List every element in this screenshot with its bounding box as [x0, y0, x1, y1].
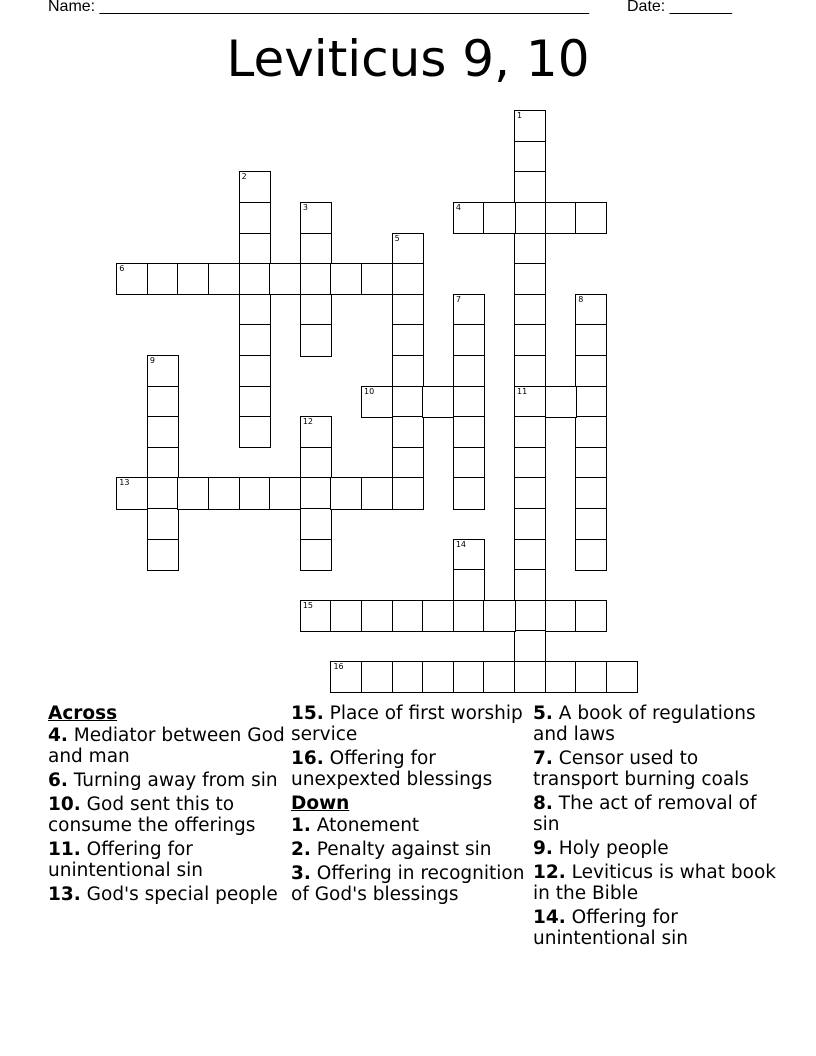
grid-cell[interactable] [453, 294, 485, 326]
clue-text: Mediator between God and man [48, 725, 285, 767]
grid-cell[interactable] [514, 416, 546, 448]
clue-item [48, 770, 288, 791]
clue-number: 3 [302, 203, 308, 213]
grid-cell[interactable] [392, 477, 424, 509]
grid-cell[interactable] [575, 508, 607, 540]
grid-cell[interactable] [575, 324, 607, 356]
clue-number: 1 [517, 111, 523, 121]
grid-cell[interactable] [147, 508, 179, 540]
clue-number: 8. [533, 793, 553, 814]
clue-item [291, 839, 531, 860]
grid-cell[interactable] [239, 171, 271, 203]
clue-text: Offering for unintentional sin [48, 839, 203, 881]
clue-number: 5 [394, 233, 400, 243]
grid-cell[interactable] [453, 600, 485, 632]
grid-cell[interactable] [392, 324, 424, 356]
grid-cell[interactable] [269, 477, 301, 509]
clue-number: 9 [149, 356, 155, 366]
grid-cell[interactable] [147, 447, 179, 479]
clue-text: God sent this to consume the offerings [48, 794, 256, 836]
grid-cell[interactable] [239, 263, 271, 295]
grid-cell[interactable] [575, 355, 607, 387]
grid-cell[interactable] [514, 202, 546, 234]
clue-number: 15. [291, 703, 324, 724]
clue-text: Leviticus is what book in the Bible [533, 862, 777, 904]
grid-cell[interactable] [147, 477, 179, 509]
grid-cell[interactable] [300, 324, 332, 356]
clue-number: 3. [291, 863, 311, 884]
grid-cell[interactable] [575, 477, 607, 509]
clue-number: 4. [48, 725, 68, 746]
clue-text: Holy people [552, 838, 669, 859]
grid-cell[interactable] [147, 355, 179, 387]
clues-column-2 [291, 703, 531, 908]
clue-number: 13 [119, 478, 130, 488]
clue-number: 11. [48, 839, 81, 860]
grid-cell[interactable] [453, 477, 485, 509]
name-field-label[interactable]: Name: _______________________________________________________ [48, 0, 589, 15]
grid-cell[interactable] [147, 263, 179, 295]
grid-cell[interactable] [453, 539, 485, 571]
grid-cell[interactable] [514, 171, 546, 203]
clue-number: 7. [533, 748, 553, 769]
clue-number: 14 [455, 539, 467, 549]
grid-cell[interactable] [392, 386, 424, 418]
clue-item [48, 839, 288, 881]
grid-cell[interactable] [453, 355, 485, 387]
grid-cell[interactable] [575, 539, 607, 571]
clue-text: The act of removal of sin [533, 793, 757, 835]
grid-cell[interactable] [239, 355, 271, 387]
clue-number: 6 [119, 264, 125, 274]
clue-item [533, 748, 783, 790]
grid-cell[interactable] [300, 600, 332, 632]
grid-cell[interactable] [300, 539, 332, 571]
grid-cell[interactable] [453, 569, 485, 601]
clue-text: Offering in recognition of God's blessings [291, 863, 525, 905]
grid-cell[interactable] [239, 294, 271, 326]
grid-cell[interactable] [575, 294, 607, 326]
grid-cell[interactable] [422, 386, 454, 418]
grid-cell[interactable] [147, 416, 179, 448]
clue-text: Offering for unexpexted blessings [291, 748, 493, 790]
grid-cell[interactable] [361, 600, 393, 632]
grid-cell[interactable] [514, 569, 546, 601]
grid-cell[interactable] [269, 263, 301, 295]
grid-cell[interactable] [300, 477, 332, 509]
grid-cell[interactable] [239, 233, 271, 265]
grid-cell[interactable] [300, 263, 332, 295]
grid-cell[interactable] [239, 416, 271, 448]
date-field-label[interactable]: Date: _______ [627, 0, 732, 15]
grid-cell[interactable] [575, 661, 607, 693]
grid-cell[interactable] [575, 600, 607, 632]
grid-cell[interactable] [392, 600, 424, 632]
grid-cell[interactable] [177, 263, 209, 295]
clue-number: 5. [533, 703, 553, 724]
grid-cell[interactable] [575, 416, 607, 448]
clue-text: Place of first worship service [291, 703, 523, 745]
clue-item [291, 863, 531, 905]
clues-heading-across: Across [48, 703, 118, 724]
grid-cell[interactable] [361, 263, 393, 295]
clue-text: Atonement [310, 815, 420, 836]
grid-cell[interactable] [514, 539, 546, 571]
clue-number: 2 [241, 172, 247, 182]
grid-cell[interactable] [483, 202, 515, 234]
clue-text: Offering for unintentional sin [533, 907, 688, 949]
grid-cell[interactable] [575, 386, 607, 418]
clue-item [291, 748, 531, 790]
grid-cell[interactable] [392, 416, 424, 448]
grid-cell[interactable] [392, 294, 424, 326]
clue-item [533, 862, 783, 904]
grid-cell[interactable] [514, 110, 546, 142]
clue-number: 4 [455, 203, 461, 213]
clue-number: 15 [302, 600, 314, 610]
grid-cell[interactable] [361, 661, 393, 693]
grid-cell[interactable] [514, 294, 546, 326]
grid-cell[interactable] [330, 600, 362, 632]
grid-cell[interactable] [575, 202, 607, 234]
grid-cell[interactable] [300, 508, 332, 540]
grid-cell[interactable] [208, 477, 240, 509]
clue-item [533, 793, 783, 835]
grid-cell[interactable] [422, 600, 454, 632]
clue-number: 6. [48, 770, 68, 791]
clue-text: Censor used to transport burning coals [533, 748, 749, 790]
grid-cell[interactable] [361, 386, 393, 418]
clue-number: 16 [333, 662, 344, 672]
name-date-line [48, 0, 732, 16]
grid-cell[interactable] [514, 386, 546, 418]
grid-cell[interactable] [300, 447, 332, 479]
grid-cell[interactable] [514, 600, 546, 632]
grid-cell[interactable] [392, 447, 424, 479]
clue-number: 10. [48, 794, 81, 815]
grid-cell[interactable] [300, 233, 332, 265]
clue-number: 2. [291, 839, 311, 860]
clue-number: 1. [291, 815, 311, 836]
grid-cell[interactable] [514, 141, 546, 173]
clue-number: 13. [48, 884, 81, 905]
clue-item [533, 907, 783, 949]
grid-cell[interactable] [514, 324, 546, 356]
grid-cell[interactable] [514, 661, 546, 693]
grid-cell[interactable] [606, 661, 638, 693]
grid-cell[interactable] [330, 477, 362, 509]
grid-cell[interactable] [453, 447, 485, 479]
grid-cell[interactable] [208, 263, 240, 295]
grid-cell[interactable] [514, 355, 546, 387]
grid-cell[interactable] [483, 661, 515, 693]
clue-number: 8 [578, 294, 584, 304]
clue-item [533, 838, 783, 859]
grid-cell[interactable] [239, 324, 271, 356]
clue-number: 9. [533, 838, 553, 859]
grid-cell[interactable] [330, 263, 362, 295]
clue-text: A book of regulations and laws [533, 703, 756, 745]
clue-item [48, 794, 288, 836]
grid-cell[interactable] [177, 477, 209, 509]
clue-number: 14. [533, 907, 566, 928]
grid-cell[interactable] [545, 202, 577, 234]
clue-item [48, 725, 288, 767]
clues-heading-down: Down [291, 793, 350, 814]
grid-cell[interactable] [392, 233, 424, 265]
grid-cell[interactable] [545, 386, 577, 418]
grid-cell[interactable] [514, 508, 546, 540]
clue-number: 16. [291, 748, 324, 769]
grid-cell[interactable] [239, 386, 271, 418]
grid-cell[interactable] [453, 661, 485, 693]
grid-cell[interactable] [453, 202, 485, 234]
grid-cell[interactable] [239, 477, 271, 509]
clue-text: God's special people [80, 884, 278, 905]
grid-cell[interactable] [514, 477, 546, 509]
grid-cell[interactable] [361, 477, 393, 509]
clue-item [291, 815, 531, 836]
grid-cell[interactable] [300, 416, 332, 448]
clue-item [533, 703, 783, 745]
grid-cell[interactable] [147, 539, 179, 571]
grid-cell[interactable] [392, 355, 424, 387]
grid-cell[interactable] [545, 600, 577, 632]
grid-cell[interactable] [116, 263, 148, 295]
grid-cell[interactable] [147, 386, 179, 418]
clue-item [291, 703, 531, 745]
grid-cell[interactable] [575, 447, 607, 479]
grid-cell[interactable] [392, 263, 424, 295]
grid-cell[interactable] [453, 386, 485, 418]
grid-cell[interactable] [392, 661, 424, 693]
grid-cell[interactable] [116, 477, 148, 509]
clue-number: 11 [517, 386, 528, 396]
clue-item [48, 884, 288, 905]
grid-cell[interactable] [514, 233, 546, 265]
grid-cell[interactable] [239, 202, 271, 234]
grid-cell[interactable] [514, 447, 546, 479]
grid-cell[interactable] [514, 630, 546, 662]
grid-cell[interactable] [422, 661, 454, 693]
grid-cell[interactable] [300, 294, 332, 326]
clue-text: Penalty against sin [310, 839, 492, 860]
grid-cell[interactable] [514, 263, 546, 295]
clue-number: 12 [302, 417, 314, 427]
puzzle-title: Leviticus 9, 10 [226, 30, 590, 88]
clue-text: Turning away from sin [67, 770, 278, 791]
clue-number: 10 [364, 386, 375, 396]
clue-number: 12. [533, 862, 566, 883]
grid-cell[interactable] [330, 661, 362, 693]
grid-cell[interactable] [545, 661, 577, 693]
clues-column-1 [48, 703, 288, 908]
grid-cell[interactable] [453, 324, 485, 356]
clue-number: 7 [455, 294, 461, 304]
grid-cell[interactable] [300, 202, 332, 234]
grid-cell[interactable] [453, 416, 485, 448]
grid-cell[interactable] [483, 600, 515, 632]
clues-column-3 [533, 703, 783, 952]
